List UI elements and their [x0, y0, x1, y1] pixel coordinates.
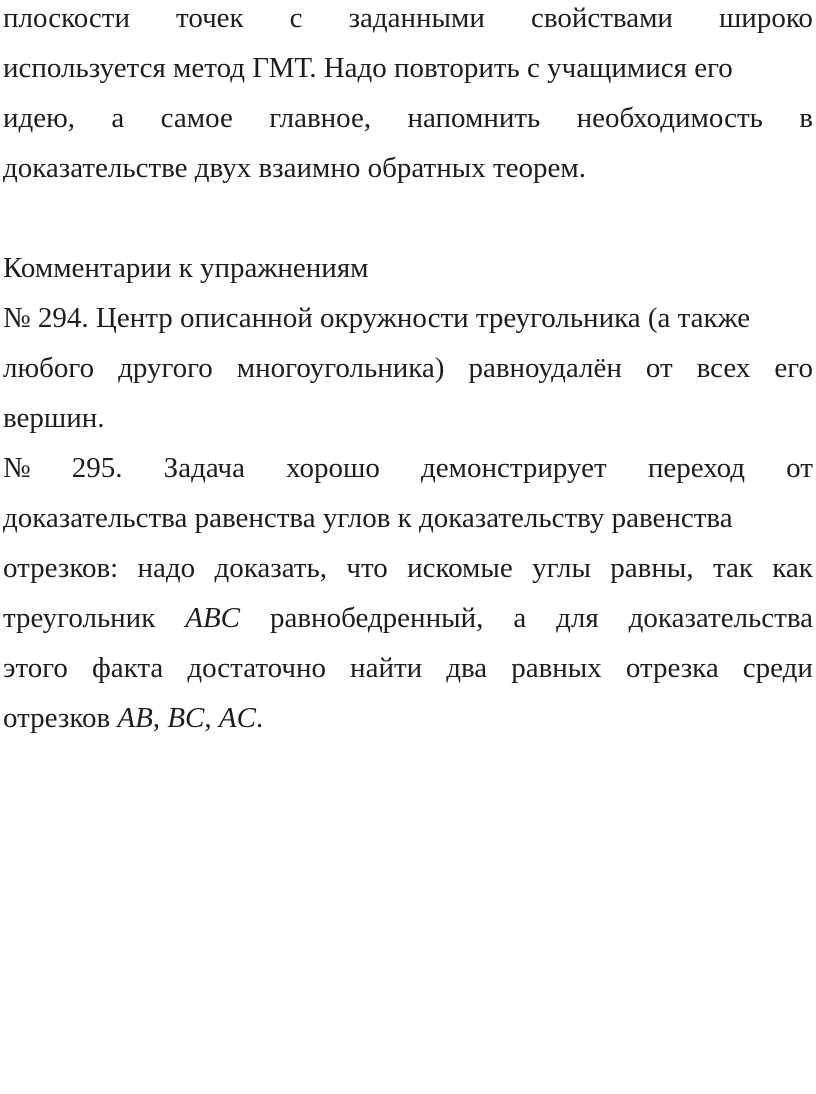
word: всех	[696, 352, 751, 384]
word: доказать,	[214, 552, 328, 584]
ex294-line1: № 294. Центр описанной окружности треугольника (а также	[3, 302, 751, 334]
word: другого	[118, 352, 213, 384]
word: широко	[718, 2, 813, 34]
word: отрезка	[625, 652, 719, 684]
ex294-line3: вершин.	[3, 402, 105, 434]
word: а	[111, 102, 125, 134]
word: от	[786, 452, 813, 484]
word: от	[645, 352, 673, 384]
word: главное,	[269, 102, 372, 134]
comments-heading: Комментарии к упражнениям	[3, 252, 369, 284]
separator: ,	[152, 702, 168, 734]
word: самое	[160, 102, 233, 134]
word: хорошо	[286, 452, 380, 484]
word: найти	[350, 652, 423, 684]
word: 295.	[71, 452, 123, 484]
word: для	[556, 602, 599, 634]
word: два	[446, 652, 488, 684]
word: как	[772, 552, 813, 584]
word: в	[799, 102, 813, 134]
word: №	[3, 452, 31, 484]
word: этого	[3, 652, 68, 684]
word: точек	[176, 2, 244, 34]
word: что	[346, 552, 388, 584]
triangle-abc: ABC	[185, 602, 241, 634]
word: свойствами	[530, 2, 673, 34]
word: искомые	[407, 552, 513, 584]
paragraph1-line2: используется метод ГМТ. Надо повторить с учащимися его	[3, 52, 733, 84]
word: с	[289, 2, 303, 34]
word: надо	[137, 552, 196, 584]
word: необходимость	[576, 102, 763, 134]
ex294-line2	[3, 354, 813, 383]
word: а	[513, 602, 527, 634]
ex295-line5	[3, 654, 813, 683]
word: отрезков	[3, 702, 118, 734]
triangle-name	[185, 604, 240, 633]
word: равноудалён	[468, 352, 622, 384]
word: плоскости	[3, 2, 130, 34]
word: напомнить	[407, 102, 541, 134]
word: многоугольника)	[236, 352, 445, 384]
word: Задача	[163, 452, 245, 484]
word: углы	[532, 552, 591, 584]
word: любого	[3, 352, 95, 384]
word: переход	[647, 452, 746, 484]
ex295-line3	[3, 554, 813, 583]
ex295-line6	[3, 704, 813, 733]
word: так	[712, 552, 753, 584]
word: идею,	[3, 102, 76, 134]
ex295-line4	[3, 604, 813, 633]
ex295-line2: доказательства равенства углов к доказательству равенства	[3, 502, 733, 534]
word: равных	[511, 652, 602, 684]
word: заданными	[348, 2, 485, 34]
segment-ab: AB	[117, 702, 153, 734]
paragraph1-line3	[3, 104, 813, 133]
paragraph1-line1	[3, 4, 813, 33]
word: доказательства	[628, 602, 813, 634]
word: равнобедренный,	[269, 602, 484, 634]
word: достаточно	[187, 652, 326, 684]
separator: ,	[204, 702, 219, 734]
word: факта	[91, 652, 164, 684]
word: отрезков:	[3, 552, 119, 584]
word: его	[774, 352, 813, 384]
word: треугольник	[3, 602, 156, 634]
segment-bc: BC	[167, 702, 205, 734]
word: равны,	[610, 552, 694, 584]
word: демонстрирует	[420, 452, 607, 484]
word: среди	[742, 652, 813, 684]
ex295-line1	[3, 454, 813, 483]
period: .	[255, 702, 264, 734]
segment-ac: AC	[218, 702, 256, 734]
paragraph1-line4: доказательстве двух взаимно обратных теорем.	[3, 152, 586, 184]
